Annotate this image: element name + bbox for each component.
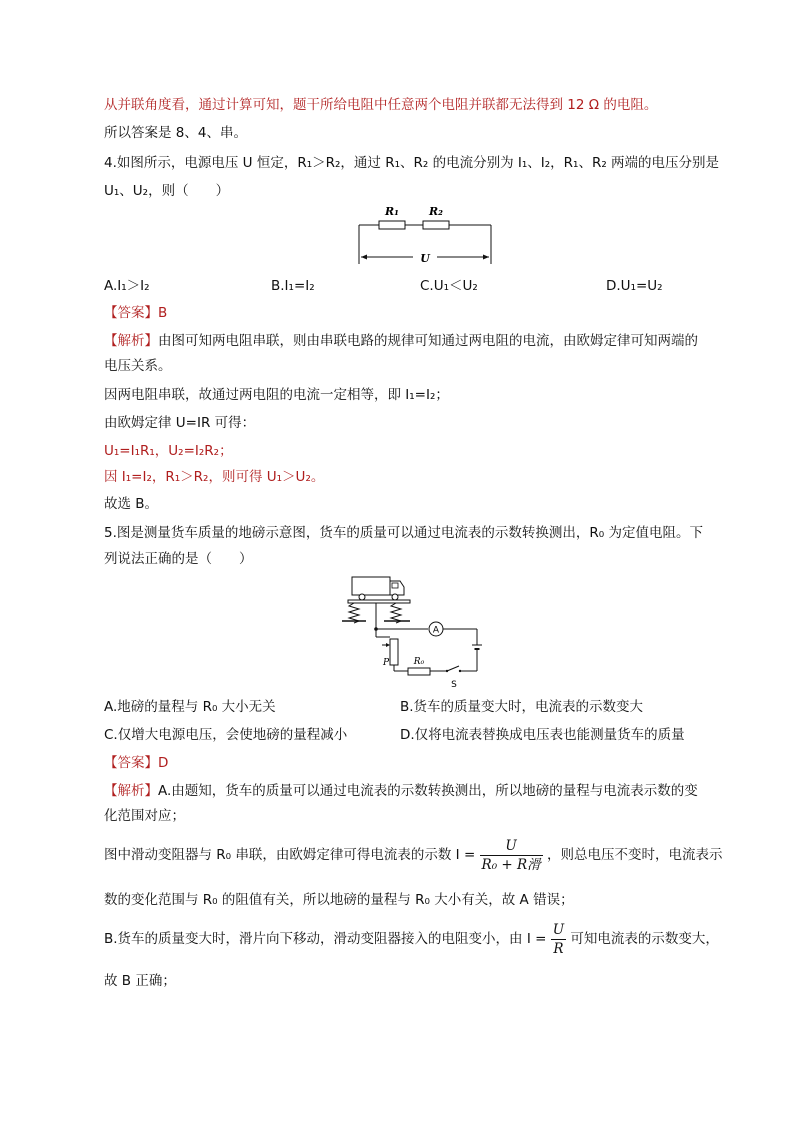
- q5-option-c: C.仅增大电源电压，会使地磅的量程减小: [104, 727, 348, 743]
- analysis-text: 图中滑动变阻器与 R₀ 串联，由欧姆定律可得电流表的示数 I =: [104, 847, 476, 863]
- weighbridge-circuit-figure: [332, 573, 502, 693]
- analysis-text: ，则总电压不变时，电流表示: [546, 847, 723, 863]
- rheostat: [390, 639, 398, 665]
- q4-analysis-line2: 电压关系。: [104, 358, 172, 374]
- analysis-text: B.货车的质量变大时，滑片向下移动，滑动变阻器接入的电阻变小，由 I =: [104, 931, 547, 947]
- analysis-label: 【解析】: [104, 333, 158, 349]
- label-r2: R₂: [429, 205, 443, 218]
- switch-label: S: [451, 680, 457, 690]
- q5-answer: 【答案】D: [104, 755, 169, 771]
- analysis-text: 由图可知两电阻串联，则由串联电路的规律可知通过两电阻的电流，由欧姆定律可知两端的: [158, 333, 698, 349]
- q4-analysis-line1: [104, 331, 698, 351]
- q4-analysis-line6: 因 I₁=I₂，R₁＞R₂，则可得 U₁＞U₂。: [104, 469, 325, 485]
- spring-left: [349, 603, 359, 623]
- question-4-stem: 4.如图所示，电源电压 U 恒定，R₁＞R₂，通过 R₁、R₂ 的电流分别为 I₁、I₂，R₁、R₂ 两端的电压分别是: [104, 155, 720, 171]
- resistor-r0: [408, 668, 430, 675]
- text-line: 所以答案是 8、4、串。: [104, 125, 247, 141]
- resistor-r2: [423, 221, 449, 229]
- text-line: 从并联角度看，通过计算可知，题干所给电阻中任意两个电阻并联都无法得到 12 Ω 的电阻。: [104, 97, 658, 113]
- switch-icon: [447, 666, 459, 671]
- slider-label: P: [382, 658, 390, 668]
- series-circuit-figure: [355, 200, 505, 270]
- q5-option-d: D.仅将电流表替换成电压表也能测量货车的质量: [400, 727, 685, 743]
- q5-analysis-line5: [104, 920, 719, 958]
- q5-option-b: B.货车的质量变大时，电流表的示数变大: [400, 699, 644, 715]
- spring-right: [391, 603, 401, 623]
- analysis-text: 可知电流表的示数变大，: [570, 931, 719, 947]
- label-r0: R₀: [413, 657, 425, 667]
- resistor-r1: [379, 221, 405, 229]
- q4-analysis-line3: 因两电阻串联，故通过两电阻的电流一定相等，即 I₁=I₂；: [104, 387, 449, 403]
- slider-arrow-icon: [386, 643, 390, 647]
- ammeter-label: A: [432, 625, 440, 636]
- ohm-law-formula: $\frac{U}{R}$: [552, 921, 565, 957]
- question-4-stem-cont: U₁、U₂，则（ ）: [104, 183, 230, 199]
- analysis-text: A.由题知，货车的质量可以通过电流表的示数转换测出，所以地磅的量程与电流表示数的变: [158, 783, 698, 799]
- q4-option-c: C.U₁＜U₂: [420, 278, 478, 294]
- q4-option-b: B.I₁=I₂: [271, 278, 315, 294]
- current-formula: $\frac{U}{\text{R₀ + R滑}}$: [481, 837, 541, 873]
- question-5-stem-cont: 列说法正确的是（ ）: [104, 551, 253, 567]
- label-r1: R₁: [385, 205, 399, 218]
- q4-analysis-line4: 由欧姆定律 U=IR 可得：: [104, 415, 256, 431]
- q5-analysis-line1: [104, 781, 698, 801]
- analysis-label: 【解析】: [104, 783, 158, 799]
- q5-analysis-line3: [104, 836, 722, 874]
- q4-option-d: D.U₁=U₂: [606, 278, 663, 294]
- q4-option-a: A.I₁＞I₂: [104, 278, 150, 294]
- q5-analysis-line6: 故 B 正确；: [104, 973, 176, 989]
- weigh-platform: [348, 600, 410, 603]
- question-5-stem: 5.图是测量货车质量的地磅示意图，货车的质量可以通过电流表的示数转换测出，R₀ 为定值电阻。下: [104, 525, 703, 541]
- q5-analysis-line4: 数的变化范围与 R₀ 的阻值有关，所以地磅的量程与 R₀ 大小有关，故 A 错误；: [104, 892, 574, 908]
- q4-analysis-line7: 故选 B。: [104, 496, 159, 512]
- q4-answer: 【答案】B: [104, 305, 168, 321]
- q5-option-a: A.地磅的量程与 R₀ 大小无关: [104, 699, 276, 715]
- truck-cargo: [352, 577, 390, 595]
- label-u: U: [420, 252, 430, 265]
- q4-analysis-line5: U₁=I₁R₁，U₂=I₂R₂；: [104, 443, 233, 459]
- q5-analysis-line2: 化范围对应；: [104, 808, 185, 824]
